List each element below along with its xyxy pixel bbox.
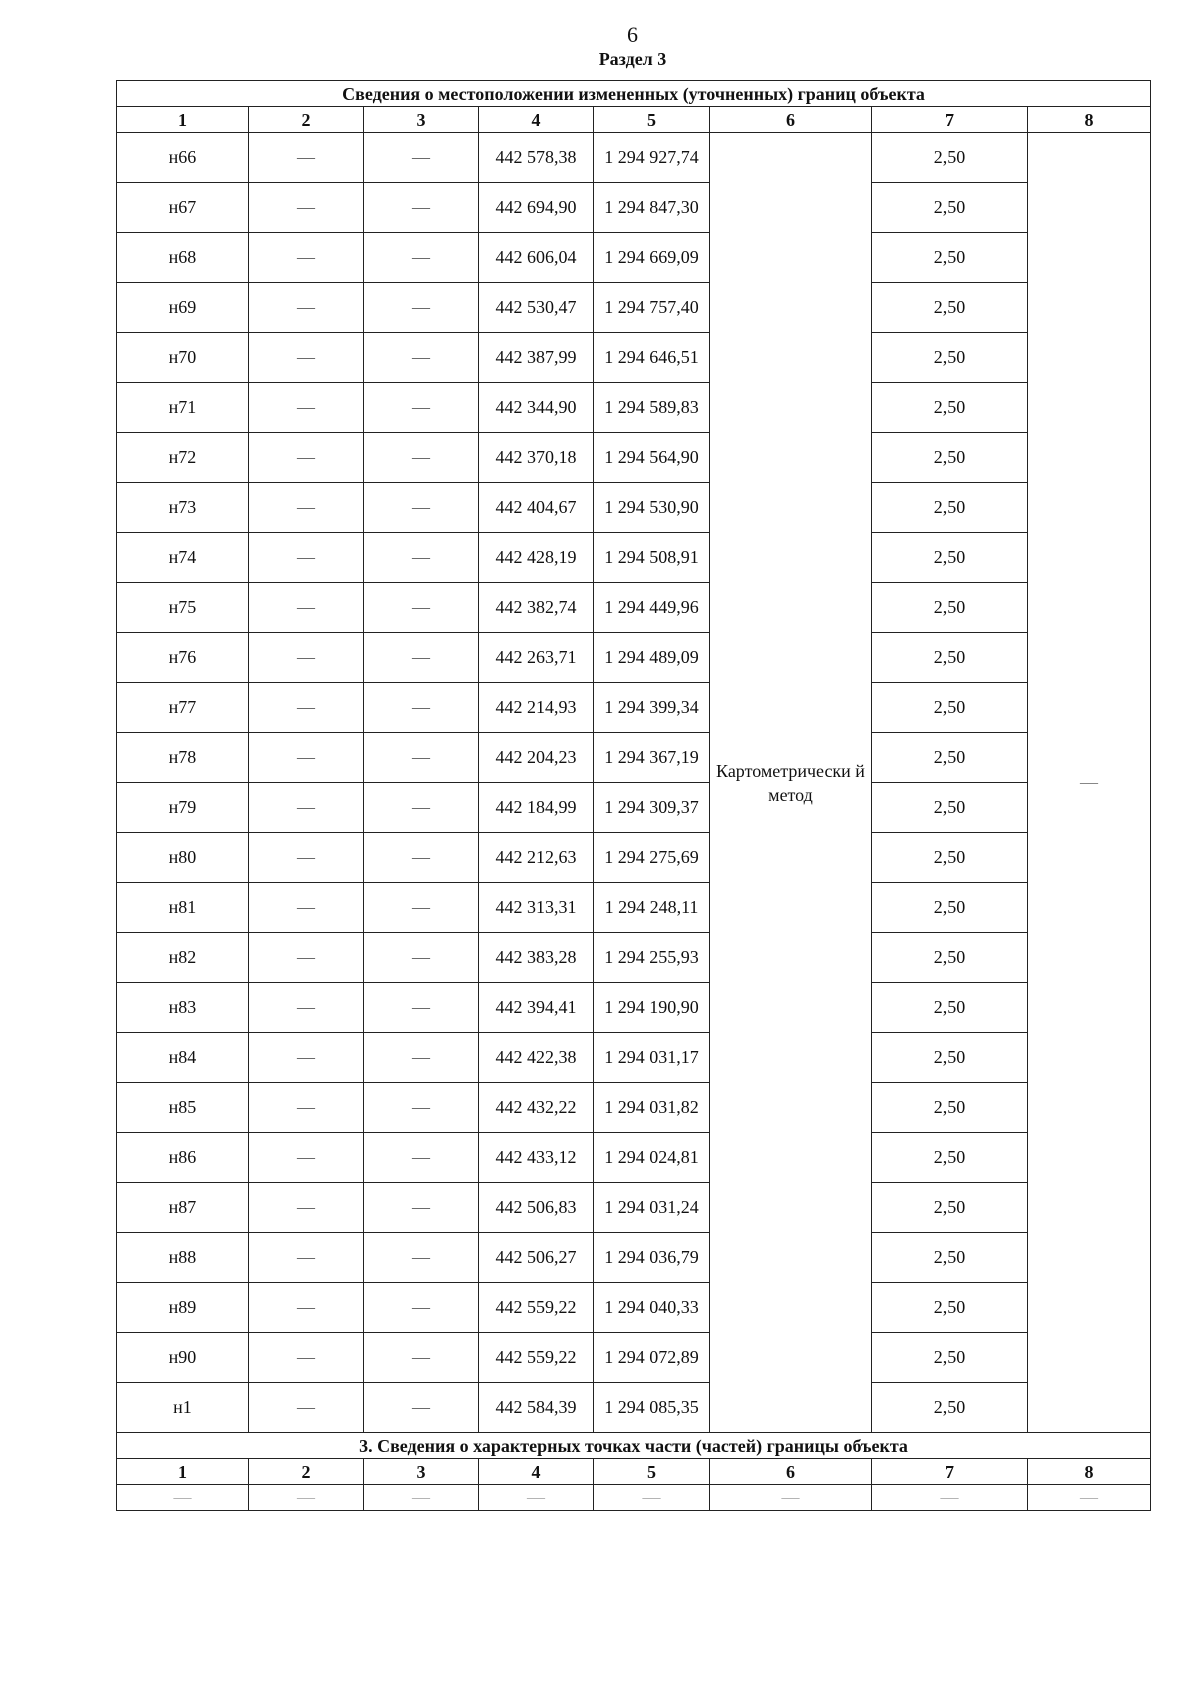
col3-cell: —: [364, 933, 479, 983]
table2-col-header-1: 1: [117, 1459, 249, 1485]
table-row: [117, 633, 1151, 683]
table2-header-row: [117, 1459, 1151, 1485]
table2-col-header-8: 8: [1028, 1459, 1151, 1485]
point-cell: н83: [117, 983, 249, 1033]
table1-col-header-6: 6: [710, 107, 872, 133]
boundary-table: [116, 80, 1151, 1511]
point-cell: н74: [117, 533, 249, 583]
table-row: [117, 133, 1151, 183]
col2-cell: —: [249, 683, 364, 733]
y-coordinate-cell: 1 294 646,51: [594, 333, 710, 383]
x-coordinate-cell: 442 404,67: [479, 483, 594, 533]
col2-cell: —: [249, 783, 364, 833]
table2-col-header-6: 6: [710, 1459, 872, 1485]
col3-cell: —: [364, 983, 479, 1033]
y-coordinate-cell: 1 294 190,90: [594, 983, 710, 1033]
point-cell: н69: [117, 283, 249, 333]
y-coordinate-cell: 1 294 036,79: [594, 1233, 710, 1283]
y-coordinate-cell: 1 294 031,82: [594, 1083, 710, 1133]
y-coordinate-cell: 1 294 927,74: [594, 133, 710, 183]
point-cell: н79: [117, 783, 249, 833]
col2-cell: —: [249, 1283, 364, 1333]
accuracy-cell: 2,50: [872, 1333, 1028, 1383]
x-coordinate-cell: 442 432,22: [479, 1083, 594, 1133]
col3-cell: —: [364, 433, 479, 483]
col3-cell: —: [364, 883, 479, 933]
col3-cell: —: [364, 1233, 479, 1283]
point-cell: н68: [117, 233, 249, 283]
x-coordinate-cell: 442 382,74: [479, 583, 594, 633]
table1-col-header-7: 7: [872, 107, 1028, 133]
point-cell: н87: [117, 1183, 249, 1233]
x-coordinate-cell: 442 559,22: [479, 1283, 594, 1333]
empty-cell: —: [479, 1485, 594, 1511]
table1-col-header-3: 3: [364, 107, 479, 133]
table-row: [117, 783, 1151, 833]
col2-cell: —: [249, 1083, 364, 1133]
table1-header-row: [117, 107, 1151, 133]
accuracy-cell: 2,50: [872, 833, 1028, 883]
x-coordinate-cell: 442 530,47: [479, 283, 594, 333]
accuracy-cell: 2,50: [872, 1033, 1028, 1083]
page-number: 6: [627, 22, 638, 47]
col2-cell: —: [249, 883, 364, 933]
table-row: [117, 1383, 1151, 1433]
col3-cell: —: [364, 483, 479, 533]
table1-col-header-1: 1: [117, 107, 249, 133]
col3-cell: —: [364, 383, 479, 433]
accuracy-cell: 2,50: [872, 333, 1028, 383]
accuracy-cell: 2,50: [872, 1233, 1028, 1283]
col3-cell: —: [364, 533, 479, 583]
col2-cell: —: [249, 983, 364, 1033]
col2-cell: —: [249, 483, 364, 533]
table-row: [117, 1233, 1151, 1283]
x-coordinate-cell: 442 506,27: [479, 1233, 594, 1283]
accuracy-cell: 2,50: [872, 483, 1028, 533]
x-coordinate-cell: 442 313,31: [479, 883, 594, 933]
col3-cell: —: [364, 783, 479, 833]
table-row: [117, 1283, 1151, 1333]
col2-cell: —: [249, 433, 364, 483]
col3-cell: —: [364, 233, 479, 283]
table2-col-header-3: 3: [364, 1459, 479, 1485]
empty-cell: —: [872, 1485, 1028, 1511]
col2-cell: —: [249, 1233, 364, 1283]
point-cell: н82: [117, 933, 249, 983]
table-row: [117, 683, 1151, 733]
point-cell: н90: [117, 1333, 249, 1383]
table-row: [117, 1333, 1151, 1383]
y-coordinate-cell: 1 294 847,30: [594, 183, 710, 233]
table2-title: 3. Сведения о характерных точках части (частей) границы объекта: [117, 1433, 1151, 1459]
x-coordinate-cell: 442 394,41: [479, 983, 594, 1033]
table-row: [117, 833, 1151, 883]
point-cell: н70: [117, 333, 249, 383]
point-cell: н89: [117, 1283, 249, 1333]
table-row: [117, 1133, 1151, 1183]
accuracy-cell: 2,50: [872, 883, 1028, 933]
col3-cell: —: [364, 633, 479, 683]
table-row: [117, 1485, 1151, 1511]
col3-cell: —: [364, 1183, 479, 1233]
col2-cell: —: [249, 933, 364, 983]
x-coordinate-cell: 442 387,99: [479, 333, 594, 383]
accuracy-cell: 2,50: [872, 1383, 1028, 1433]
table-row: [117, 883, 1151, 933]
accuracy-cell: 2,50: [872, 683, 1028, 733]
y-coordinate-cell: 1 294 367,19: [594, 733, 710, 783]
table-row: [117, 483, 1151, 533]
table-row: [117, 1183, 1151, 1233]
table-row: [117, 383, 1151, 433]
point-cell: н88: [117, 1233, 249, 1283]
table2-col-header-4: 4: [479, 1459, 594, 1485]
table-row: [117, 733, 1151, 783]
y-coordinate-cell: 1 294 309,37: [594, 783, 710, 833]
y-coordinate-cell: 1 294 449,96: [594, 583, 710, 633]
point-cell: н77: [117, 683, 249, 733]
col2-cell: —: [249, 1333, 364, 1383]
x-coordinate-cell: 442 184,99: [479, 783, 594, 833]
table1-col-header-2: 2: [249, 107, 364, 133]
y-coordinate-cell: 1 294 399,34: [594, 683, 710, 733]
empty-cell: —: [710, 1485, 872, 1511]
accuracy-cell: 2,50: [872, 1183, 1028, 1233]
y-coordinate-cell: 1 294 275,69: [594, 833, 710, 883]
point-cell: н1: [117, 1383, 249, 1433]
col3-cell: —: [364, 683, 479, 733]
y-coordinate-cell: 1 294 669,09: [594, 233, 710, 283]
empty-cell: —: [364, 1485, 479, 1511]
accuracy-cell: 2,50: [872, 383, 1028, 433]
y-coordinate-cell: 1 294 589,83: [594, 383, 710, 433]
table-row: [117, 183, 1151, 233]
x-coordinate-cell: 442 578,38: [479, 133, 594, 183]
point-cell: н73: [117, 483, 249, 533]
accuracy-cell: 2,50: [872, 133, 1028, 183]
x-coordinate-cell: 442 204,23: [479, 733, 594, 783]
col2-cell: —: [249, 283, 364, 333]
table-row: [117, 1083, 1151, 1133]
col2-cell: —: [249, 1183, 364, 1233]
table-row: [117, 333, 1151, 383]
point-cell: н66: [117, 133, 249, 183]
y-coordinate-cell: 1 294 072,89: [594, 1333, 710, 1383]
point-cell: н85: [117, 1083, 249, 1133]
accuracy-cell: 2,50: [872, 733, 1028, 783]
point-cell: н72: [117, 433, 249, 483]
point-cell: н76: [117, 633, 249, 683]
point-cell: н78: [117, 733, 249, 783]
x-coordinate-cell: 442 344,90: [479, 383, 594, 433]
point-cell: н84: [117, 1033, 249, 1083]
table-row: [117, 983, 1151, 1033]
section-title: Раздел 3: [598, 49, 667, 69]
accuracy-cell: 2,50: [872, 183, 1028, 233]
point-cell: н80: [117, 833, 249, 883]
table2-col-header-5: 5: [594, 1459, 710, 1485]
x-coordinate-cell: 442 383,28: [479, 933, 594, 983]
y-coordinate-cell: 1 294 024,81: [594, 1133, 710, 1183]
table-row: [117, 583, 1151, 633]
point-cell: н71: [117, 383, 249, 433]
x-coordinate-cell: 442 370,18: [479, 433, 594, 483]
col3-cell: —: [364, 283, 479, 333]
accuracy-cell: 2,50: [872, 1133, 1028, 1183]
accuracy-cell: 2,50: [872, 283, 1028, 333]
x-coordinate-cell: 442 506,83: [479, 1183, 594, 1233]
col2-cell: —: [249, 833, 364, 883]
y-coordinate-cell: 1 294 757,40: [594, 283, 710, 333]
y-coordinate-cell: 1 294 085,35: [594, 1383, 710, 1433]
y-coordinate-cell: 1 294 508,91: [594, 533, 710, 583]
accuracy-cell: 2,50: [872, 1083, 1028, 1133]
method-cell: Картометрически й метод: [710, 133, 872, 1433]
table-row: [117, 433, 1151, 483]
x-coordinate-cell: 442 422,38: [479, 1033, 594, 1083]
col3-cell: —: [364, 1283, 479, 1333]
x-coordinate-cell: 442 212,63: [479, 833, 594, 883]
x-coordinate-cell: 442 263,71: [479, 633, 594, 683]
col2-cell: —: [249, 1133, 364, 1183]
col2-cell: —: [249, 233, 364, 283]
col2-cell: —: [249, 583, 364, 633]
table-row: [117, 283, 1151, 333]
table2-col-header-2: 2: [249, 1459, 364, 1485]
x-coordinate-cell: 442 559,22: [479, 1333, 594, 1383]
x-coordinate-cell: 442 214,93: [479, 683, 594, 733]
table1-col-header-5: 5: [594, 107, 710, 133]
col3-cell: —: [364, 733, 479, 783]
y-coordinate-cell: 1 294 564,90: [594, 433, 710, 483]
accuracy-cell: 2,50: [872, 433, 1028, 483]
col2-cell: —: [249, 733, 364, 783]
y-coordinate-cell: 1 294 248,11: [594, 883, 710, 933]
y-coordinate-cell: 1 294 530,90: [594, 483, 710, 533]
x-coordinate-cell: 442 584,39: [479, 1383, 594, 1433]
col2-cell: —: [249, 533, 364, 583]
col3-cell: —: [364, 333, 479, 383]
col2-cell: —: [249, 1033, 364, 1083]
empty-cell: —: [1028, 1485, 1151, 1511]
point-cell: н75: [117, 583, 249, 633]
col3-cell: —: [364, 1333, 479, 1383]
empty-cell: —: [594, 1485, 710, 1511]
table2-col-header-7: 7: [872, 1459, 1028, 1485]
col2-cell: —: [249, 333, 364, 383]
col2-cell: —: [249, 183, 364, 233]
accuracy-cell: 2,50: [872, 633, 1028, 683]
empty-cell: —: [117, 1485, 249, 1511]
point-cell: н86: [117, 1133, 249, 1183]
y-coordinate-cell: 1 294 031,17: [594, 1033, 710, 1083]
col3-cell: —: [364, 183, 479, 233]
col2-cell: —: [249, 633, 364, 683]
col2-cell: —: [249, 133, 364, 183]
x-coordinate-cell: 442 606,04: [479, 233, 594, 283]
col3-cell: —: [364, 583, 479, 633]
table-row: [117, 933, 1151, 983]
accuracy-cell: 2,50: [872, 1283, 1028, 1333]
table1-title: Сведения о местоположении измененных (уточненных) границ объекта: [117, 81, 1151, 107]
table-row: [117, 233, 1151, 283]
accuracy-cell: 2,50: [872, 233, 1028, 283]
x-coordinate-cell: 442 433,12: [479, 1133, 594, 1183]
table-row: [117, 533, 1151, 583]
col2-cell: —: [249, 1383, 364, 1433]
table-row: [117, 1033, 1151, 1083]
y-coordinate-cell: 1 294 489,09: [594, 633, 710, 683]
x-coordinate-cell: 442 694,90: [479, 183, 594, 233]
col3-cell: —: [364, 833, 479, 883]
empty-cell: —: [249, 1485, 364, 1511]
x-coordinate-cell: 442 428,19: [479, 533, 594, 583]
y-coordinate-cell: 1 294 031,24: [594, 1183, 710, 1233]
table1-col-header-8: 8: [1028, 107, 1151, 133]
accuracy-cell: 2,50: [872, 983, 1028, 1033]
y-coordinate-cell: 1 294 040,33: [594, 1283, 710, 1333]
table1-col-header-4: 4: [479, 107, 594, 133]
col3-cell: —: [364, 133, 479, 183]
point-cell: н67: [117, 183, 249, 233]
col8-cell: —: [1028, 133, 1151, 1433]
accuracy-cell: 2,50: [872, 583, 1028, 633]
col3-cell: —: [364, 1133, 479, 1183]
point-cell: н81: [117, 883, 249, 933]
y-coordinate-cell: 1 294 255,93: [594, 933, 710, 983]
col2-cell: —: [249, 383, 364, 433]
col3-cell: —: [364, 1383, 479, 1433]
accuracy-cell: 2,50: [872, 783, 1028, 833]
accuracy-cell: 2,50: [872, 933, 1028, 983]
col3-cell: —: [364, 1033, 479, 1083]
col3-cell: —: [364, 1083, 479, 1133]
accuracy-cell: 2,50: [872, 533, 1028, 583]
